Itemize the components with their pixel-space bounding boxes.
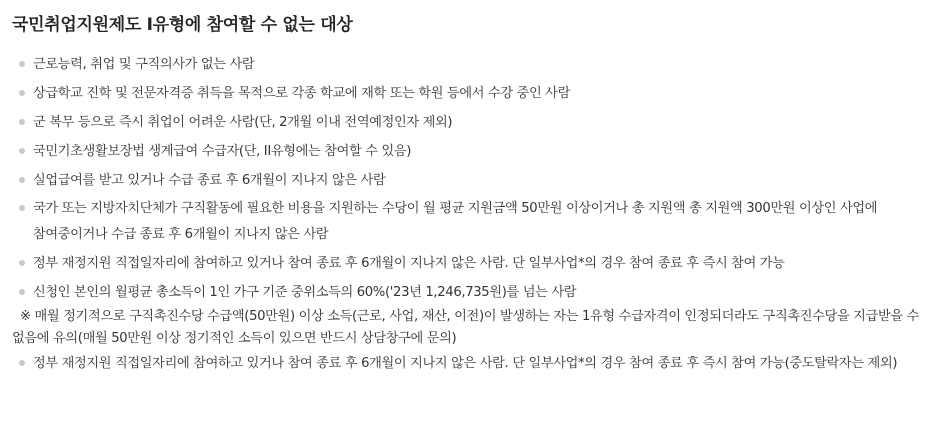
list-item-text: 국가 또는 지방자치단체가 구직활동에 필요한 비용을 지원하는 수당이 월 평균 지원금액 50만원 이상이거나 총 지원액 총 지원액 300만원 이상인 사업에 참여중이거나 수급 종료 후 6개월이 지나지 않은 사람 <box>33 201 878 242</box>
ineligible-list <box>12 52 921 305</box>
bullet-icon <box>19 205 25 211</box>
list-item <box>12 139 921 165</box>
list-item <box>12 196 921 247</box>
bullet-icon <box>19 177 25 183</box>
bullet-icon <box>19 148 25 154</box>
bullet-icon <box>19 360 25 366</box>
list-item-text: 근로능력, 취업 및 구직의사가 없는 사람 <box>33 57 255 72</box>
list-item <box>12 52 921 78</box>
list-item-text: 국민기초생활보장법 생계급여 수급자(단, II유형에는 참여할 수 있음) <box>33 143 412 159</box>
bullet-icon <box>19 289 25 295</box>
list-item <box>12 251 921 277</box>
list-item-text: 군 복무 등으로 즉시 취업이 어려운 사람(단, 2개월 이내 전역예정인자 제외) <box>33 114 453 130</box>
ineligible-list-continued <box>12 351 921 377</box>
list-item <box>12 351 921 377</box>
list-item <box>12 168 921 194</box>
income-note <box>12 306 921 350</box>
bullet-icon <box>19 260 25 266</box>
bullet-icon <box>19 90 25 96</box>
page-title: 국민취업지원제도 I유형에 참여할 수 없는 대상 <box>12 15 353 35</box>
note-text: ※ 매월 정기적으로 구직촉진수당 수급액(50만원) 이상 소득(근로, 사업, 재산, 이전)이 발생하는 자는 1유형 수급자격이 인정되더라도 구직촉진수당을 지급받을 수 없음에 유의(매월 50만원 이상 정기적인 소득이 있으면 반드시 상담창구에 문의) <box>12 308 919 346</box>
list-item-text: 실업급여를 받고 있거나 수급 종료 후 6개월이 지나지 않은 사람 <box>33 172 386 188</box>
list-item-text: 신청인 본인의 월평균 총소득이 1인 가구 기준 중위소득의 60%('23년 1,246,735원)를 넘는 사람 <box>33 284 577 300</box>
list-item-text: 정부 재정지원 직접일자리에 참여하고 있거나 참여 종료 후 6개월이 지나지 않은 사람. 단 일부사업*의 경우 참여 종료 후 즉시 참여 가능(중도탈락자는 제외) <box>33 355 898 371</box>
list-item <box>12 81 921 107</box>
list-item-text: 정부 재정지원 직접일자리에 참여하고 있거나 참여 종료 후 6개월이 지나지 않은 사람. 단 일부사업*의 경우 참여 종료 후 즉시 참여 가능 <box>33 255 785 271</box>
list-item-text: 상급학교 진학 및 전문자격증 취득을 목적으로 각종 학교에 재학 또는 학원 등에서 수강 중인 사람 <box>33 85 570 101</box>
bullet-icon <box>19 61 25 67</box>
bullet-icon <box>19 119 25 125</box>
list-item <box>12 280 921 306</box>
list-item <box>12 110 921 136</box>
